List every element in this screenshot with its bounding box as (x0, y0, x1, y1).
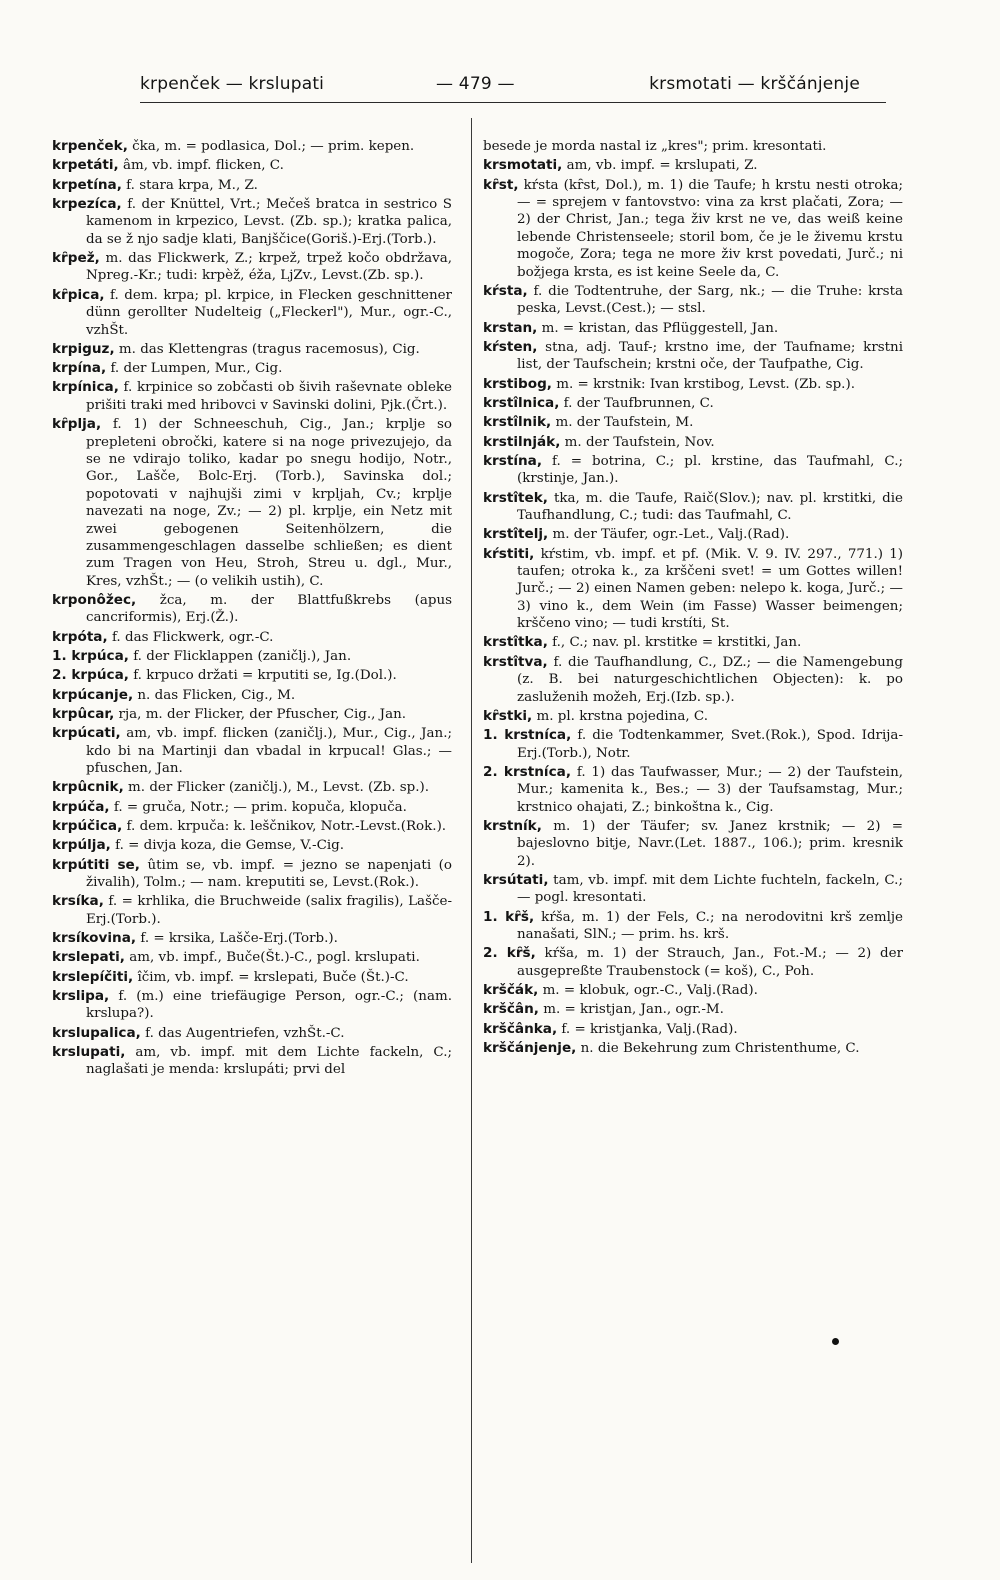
entry-headword: krpína, (52, 360, 107, 377)
left-column (52, 138, 452, 1558)
dictionary-entry (483, 283, 903, 318)
header-rule (140, 102, 886, 103)
entry-headword: krstína, (483, 452, 543, 469)
entry-definition: f. stara krpa, M., Z. (126, 177, 258, 193)
dictionary-entry (483, 654, 903, 706)
page-header (140, 74, 860, 100)
dictionary-entry (483, 909, 903, 944)
dictionary-entry (52, 687, 452, 704)
entry-headword: krsútati, (483, 872, 549, 889)
dictionary-entry (52, 196, 452, 248)
dictionary-entry (52, 949, 452, 966)
entry-definition: kŕstim, vb. impf. et pf. (Mik. V. 9. IV. 297., 771.) 1) taufen; otroka k., za krščeni svet! = um Gottes willen! Jurč.; — 2) einen Namen geben: nelepo k. koga, Jurč.; — 3) vino k., dem Wein (im Fasse) Wasser beimengen; krščeno vino; — tudi krstíti, St. (517, 546, 903, 632)
dictionary-entry (52, 667, 452, 684)
entry-headword: krsíkovina, (52, 929, 137, 946)
dictionary-entry (52, 930, 452, 947)
entry-headword: krstan, (483, 319, 538, 336)
header-left-guidewords: krpenček — krslupati (140, 74, 325, 94)
dictionary-entry (52, 779, 452, 796)
entry-headword: krstîtek, (483, 489, 548, 506)
entry-definition: kŕša, m. 1) der Fels, C.; na nerodovitni krš zemlje nanašati, SlN.; — prim. hs. krš. (517, 909, 903, 943)
entry-headword: krpenček, (52, 138, 128, 154)
dictionary-entry (52, 969, 452, 986)
entry-definition: f. = botrina, C.; pl. krstine, das Taufmahl, C.; (krstinje, Jan.). (517, 453, 903, 487)
dictionary-entry (52, 157, 452, 174)
entry-definition: f. = krsika, Lašče-Erj.(Torb.). (140, 930, 338, 946)
dictionary-entry (52, 177, 452, 194)
dictionary-entry (483, 414, 903, 431)
entry-definition: m. der Täufer, ogr.-Let., Valj.(Rad). (552, 527, 790, 543)
dictionary-entry (52, 287, 452, 339)
dictionary-entry (483, 320, 903, 337)
entry-definition: tam, vb. impf. mit dem Lichte fuchteln, fackeln, C.; — pogl. kresontati. (517, 873, 903, 906)
entry-headword: krslepíčiti, (52, 968, 134, 985)
entry-headword: krponôžec, (52, 592, 137, 609)
entry-definition: m. der Flicker (zaničlj.), M., Levst. (Zb. sp.). (128, 780, 430, 796)
dictionary-entry (483, 634, 903, 651)
entry-headword: krstîtelj, (483, 526, 549, 543)
entry-definition: m. das Flickwerk, Z.; krpež, trpež kočo obdržava, Npreg.-Kr.; tudi: krpèž, éža, LjZv., Levst.(Zb. sp.). (86, 251, 452, 284)
entry-definition: f. (m.) eine triefäugige Person, ogr.-C.; (nam. krslupa?). (86, 988, 452, 1022)
entry-definition: f. die Todtenkammer, Svet.(Rok.), Spod. Idrija-Erj.(Torb.), Notr. (517, 728, 903, 761)
entry-headword: krpiguz, (52, 340, 115, 357)
entry-headword: krstîlnica, (483, 394, 560, 411)
entry-definition: am, vb. impf. = krslupati, Z. (566, 158, 758, 174)
entry-definition: ûtim se, vb. impf. = jezno se napenjati (o živalih), Tolm.; — nam. kreputiti se, Levst.(Rok.). (86, 857, 452, 890)
entry-headword: krstîtka, (483, 634, 548, 651)
entry-headword: krpínica, (52, 379, 119, 396)
entry-headword: krstibog, (483, 375, 552, 392)
column-divider (471, 118, 472, 1563)
entry-headword: krsíka, (52, 893, 104, 910)
entry-definition: tka, m. die Taufe, Raič(Slov.); nav. pl. krstitki, die Taufhandlung, C.; tudi: das Taufmahl, C. (517, 490, 903, 523)
dictionary-entry (483, 177, 903, 281)
entry-headword: krpúcati, (52, 725, 121, 742)
entry-headword: krpetáti, (52, 157, 119, 174)
entry-headword: krslipa, (52, 987, 110, 1004)
dictionary-entry (52, 592, 452, 627)
entry-definition: f., C.; nav. pl. krstitke = krstitki, Jan. (552, 635, 802, 651)
dictionary-entry (483, 339, 903, 374)
dictionary-entry (52, 799, 452, 816)
entry-definition: f. 1) der Schneeschuh, Cig., Jan.; krplje so prepleteni obročki, katere si na noge privezujejo, da se ne vdirajo toliko, kadar po snegu hodijo, Notr., Gor., Lašče, Bolc-Erj. (Torb.), Savinska dol.; popotovati v najhujši zimi v krpljah, Cv.; krplje navezati na noge, Zv.; — 2) pl. krplje, ein Netz mit zwei gebogenen Seitenhölzern, die zusammengeschlagen dasselbe schließen; es dient zum Tragen von Heu, Stroh, Streu u. dgl., Mur., Kres, vzhŠt.; — (o velikih ustih), C. (86, 417, 452, 589)
dictionary-entry (483, 818, 903, 870)
header-right-guidewords: krsmotati — krščánjenje (649, 74, 860, 94)
entry-headword: krščák, (483, 982, 539, 999)
page-number: — 479 — (436, 74, 515, 94)
entry-definition: f. das Flickwerk, ogr.-C. (111, 629, 274, 645)
entry-headword: krslupalica, (52, 1024, 141, 1041)
dictionary-entry (483, 376, 903, 393)
entry-definition: m. pl. krstna pojedina, C. (536, 708, 709, 724)
entry-definition: f. 1) das Taufwasser, Mur.; — 2) der Taufstein, Mur.; kamenita k., Bes.; — 3) der Taufsamstag, Mur.; krstnico ohajati, Z.; binkoštna k., Cig. (517, 764, 903, 815)
dictionary-entry (483, 872, 903, 907)
entry-definition: čka, m. = podlasica, Dol.; — prim. kepen. (132, 139, 415, 154)
entry-headword: krslepati, (52, 949, 125, 966)
entry-definition: m. der Taufstein, Nov. (564, 434, 715, 450)
entry-definition: f. krpinice so zobčasti ob šivih raševnate obleke prišiti traki med hribovci v Savinski dolini, Pjk.(Črt.). (86, 380, 452, 413)
entry-headword: kȓst, (483, 176, 519, 193)
dictionary-entry (52, 648, 452, 665)
entry-headword: krpúlja, (52, 837, 111, 854)
dictionary-entry (52, 379, 452, 414)
entry-headword: 1. krstníca, (483, 727, 572, 744)
entry-headword: krpúča, (52, 798, 110, 815)
entry-definition: f. = kristjanka, Valj.(Rad). (561, 1021, 738, 1037)
dictionary-entry (483, 1040, 903, 1057)
entry-definition: am, vb. impf. flicken (zaničlj.), Mur., Cig., Jan.; kdo bi na Martinji dan vbadal in krpucal! Glas.; — pfuschen, Jan. (86, 726, 452, 777)
entry-definition: m. das Klettengras (tragus racemosus), Cig. (118, 341, 420, 357)
dictionary-entry (483, 727, 903, 762)
entry-definition: m. 1) der Täufer; sv. Janez krstnik; — 2) = bajeslovno bitje, Navr.(Let. 1887., 106.); prim. kresnik 2). (517, 818, 903, 869)
dictionary-entry (52, 988, 452, 1023)
entry-definition: f. der Lumpen, Mur., Cig. (110, 361, 283, 377)
dictionary-entry (52, 893, 452, 928)
dictionary-entry (52, 360, 452, 377)
dictionary-entry (52, 250, 452, 285)
entry-headword: krpûcar, (52, 705, 115, 722)
dictionary-entry (483, 490, 903, 525)
entry-definition: f. der Flicklappen (zaničlj.), Jan. (133, 649, 352, 665)
entry-headword: 2. krstníca, (483, 763, 571, 780)
dictionary-entry (483, 1001, 903, 1018)
entry-definition: f. das Augentriefen, vzhŠt.-C. (145, 1025, 345, 1041)
dictionary-entry (483, 708, 903, 725)
dictionary-entry (52, 837, 452, 854)
entry-headword: krstník, (483, 817, 542, 834)
entry-definition: âm, vb. impf. flicken, C. (122, 158, 284, 174)
dictionary-entry (483, 453, 903, 488)
dictionary-entry (483, 157, 903, 174)
dictionary-entry (483, 982, 903, 999)
entry-definition: kŕša, m. 1) der Strauch, Jan., Fot.-M.; — 2) der ausgepreßte Traubenstock (= koš), C., Poh. (517, 946, 903, 979)
entry-headword: kȓplja, (52, 416, 102, 433)
entry-headword: krpúcanje, (52, 686, 134, 703)
dictionary-entry (52, 818, 452, 835)
entry-headword: krpútiti se, (52, 856, 140, 873)
entry-headword: krstilnják, (483, 433, 561, 450)
entry-headword: krpezíca, (52, 195, 122, 212)
entry-headword: 1. kȓš, (483, 908, 535, 925)
entry-definition: besede je morda nastal iz „kres"; prim. kresontati. (483, 139, 827, 154)
dictionary-entry (52, 706, 452, 723)
dictionary-entry (52, 725, 452, 777)
entry-headword: 1. krpúca, (52, 648, 129, 665)
entry-definition: f. krpuco držati = krputiti se, Ig.(Dol.). (133, 668, 397, 684)
entry-definition: m. der Taufstein, M. (555, 415, 694, 431)
dictionary-entry (52, 1025, 452, 1042)
entry-headword: krslupati, (52, 1043, 126, 1060)
dictionary-entry (52, 341, 452, 358)
dictionary-entry (52, 1044, 452, 1079)
entry-headword: kŕsten, (483, 338, 538, 355)
dictionary-entry (52, 857, 452, 892)
entry-definition: m. = krstnik: Ivan krstibog, Levst. (Zb. sp.). (556, 376, 855, 392)
dictionary-entry (52, 416, 452, 590)
entry-definition: f. = divja koza, die Gemse, V.-Cig. (115, 838, 345, 854)
entry-definition: f. die Todtentruhe, der Sarg, nk.; — die Truhe: krsta peska, Levst.(Cest.); — stsl. (517, 283, 903, 317)
entry-headword: krščânka, (483, 1020, 558, 1037)
dictionary-entry (483, 546, 903, 633)
entry-definition: rja, m. der Flicker, der Pfuscher, Cig., Jan. (118, 706, 407, 722)
dictionary-entry (483, 434, 903, 451)
entry-headword: 2. krpúca, (52, 667, 129, 684)
entry-headword: kŕsta, (483, 282, 528, 299)
entry-definition: kŕsta (kȓst, Dol.), m. 1) die Taufe; h krstu nesti otroka; — = sprejem v fantovstvo: vina za krst plačati, Zora; — 2) der Christ, Jan.; tega živ krst ne ve, das weiß keine lebende Christenseele; storil bom, če je le živemu krstu mogoče, Zora; tega ne more živ krst povedati, Jurč.; ni božjega krsta, es ist keine Seele da, C. (517, 177, 903, 280)
dictionary-entry (52, 138, 452, 155)
entry-headword: krpúčica, (52, 817, 123, 834)
dictionary-entry (483, 395, 903, 412)
entry-definition: m. = klobuk, ogr.-C., Valj.(Rad). (542, 983, 758, 999)
entry-definition: žca, m. der Blattfußkrebs (apus cancriformis), Erj.(Ž.). (86, 593, 452, 626)
entry-headword: krstîlnik, (483, 414, 552, 431)
entry-headword: krščánjenje, (483, 1040, 577, 1057)
entry-definition: stna, adj. Tauf-; krstno ime, der Taufname; krstni list, der Taufschein; krstni oče, der Taufpathe, Cig. (517, 339, 903, 373)
entry-headword: kȓpež, (52, 250, 100, 266)
entry-definition: f. die Taufhandlung, C., DZ.; — die Namengebung (z. B. bei naturgeschichtlichen Objecten): k. po zasluženih možeh, Erj.(Izb. sp.). (517, 654, 903, 705)
dictionary-entry (483, 764, 903, 816)
entry-definition: m. = kristjan, Jan., ogr.-M. (543, 1002, 724, 1018)
entry-definition: m. = kristan, das Pflüggestell, Jan. (541, 320, 779, 336)
entry-definition: f. der Taufbrunnen, C. (563, 395, 714, 411)
entry-definition: am, vb. impf., Buče(Št.)-C., pogl. krslupati. (129, 950, 420, 966)
entry-headword: krpetína, (52, 176, 122, 193)
entry-headword: krščân, (483, 1001, 539, 1018)
entry-definition: f. der Knüttel, Vrt.; Mečeš bratca in sestrico S kamenom in krpezico, Levst. (Zb. sp.); kratka palica, da se ž njo sadje klati, Banjščice(Goriš.)-Erj.(Torb.). (86, 196, 452, 247)
entry-headword: krsmotati, (483, 157, 563, 174)
entry-definition: îčim, vb. impf. = krslepati, Buče (Št.)-C. (137, 969, 409, 985)
dictionary-entry (483, 526, 903, 543)
dictionary-entry (483, 1021, 903, 1038)
entry-headword: kŕstiti, (483, 545, 535, 562)
entry-definition: am, vb. impf. mit dem Lichte fackeln, C.; naglašati je menda: krslupáti; prvi del (86, 1044, 452, 1078)
right-column (483, 138, 903, 1558)
entry-headword: 2. kȓš, (483, 945, 536, 962)
entry-definition: f. = krhlika, die Bruchweide (salix fragilis), Lašče-Erj.(Torb.). (86, 894, 452, 927)
dictionary-entry (483, 945, 903, 980)
entry-definition: f. = gruča, Notr.; — prim. kopuča, klopuča. (113, 799, 407, 815)
entry-definition: n. das Flicken, Cig., M. (137, 687, 296, 703)
entry-headword: krstîtva, (483, 653, 548, 670)
dictionary-entry (52, 629, 452, 646)
entry-definition: n. die Bekehrung zum Christenthume, C. (580, 1041, 860, 1057)
entry-definition: f. dem. krpuča: k. leščnikov, Notr.-Levst.(Rok.). (126, 818, 447, 834)
printer-dot (832, 1338, 839, 1345)
entry-definition: f. dem. krpa; pl. krpice, in Flecken geschnittener dünn gerollter Nudelteig („Fleckerl"), Mur., ogr.-C., vzhŠt. (86, 287, 452, 338)
dictionary-entry (483, 138, 903, 155)
entry-headword: kȓpica, (52, 286, 105, 303)
entry-headword: krpûcnik, (52, 779, 124, 796)
entry-headword: krpóta, (52, 628, 108, 645)
entry-headword: kȓstki, (483, 707, 533, 724)
